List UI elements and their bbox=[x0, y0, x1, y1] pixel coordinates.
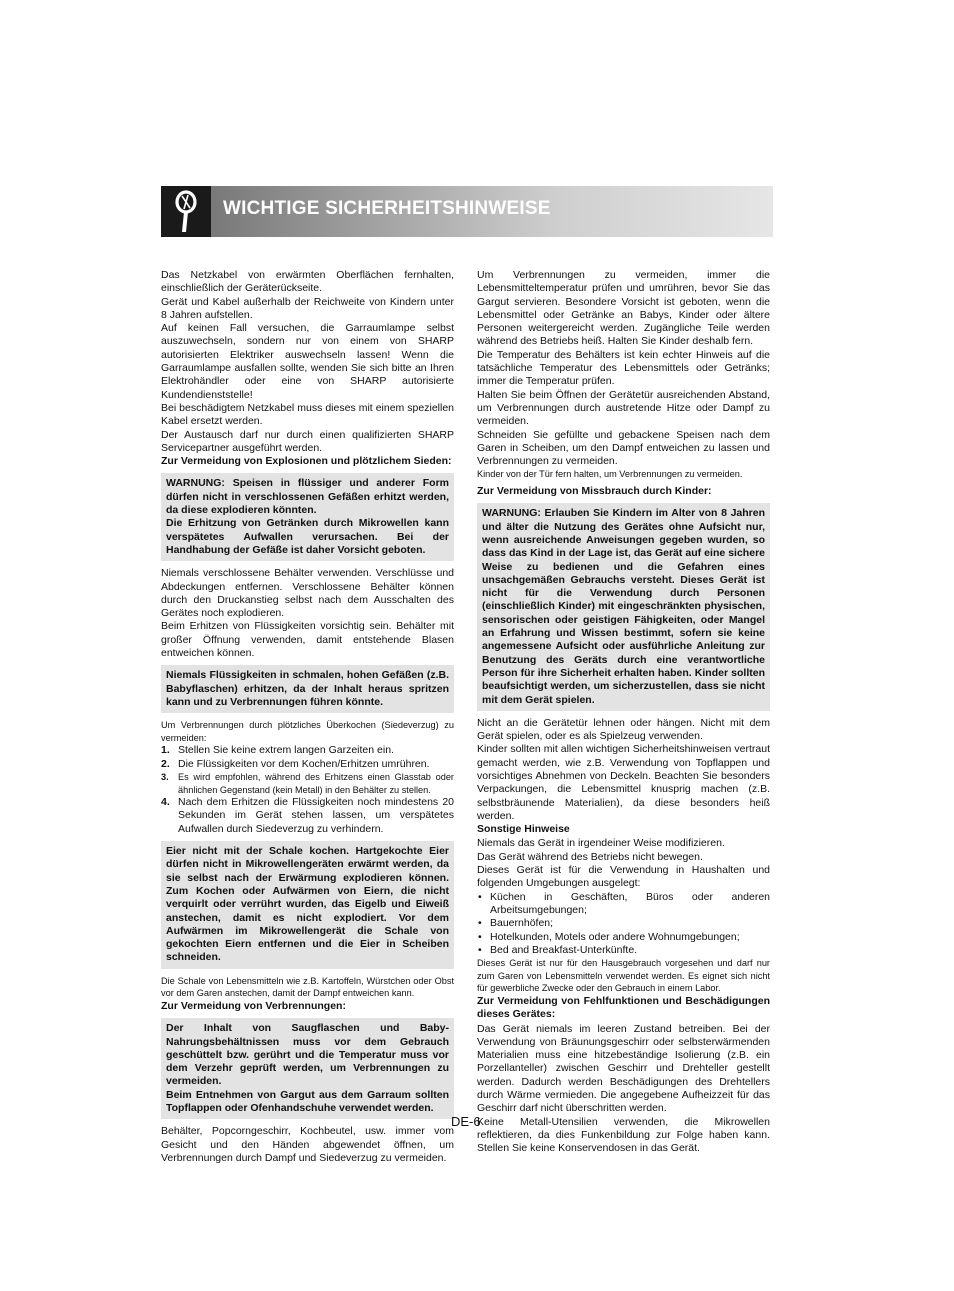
warning-text: Beim Entnehmen von Gargut aus dem Garraum sollten Topflappen oder Ofenhandschuhe verwendet werden. bbox=[166, 1088, 449, 1114]
warning-box bbox=[161, 473, 454, 561]
bullet-item: • Bauernhöfen; bbox=[478, 917, 554, 930]
paragraph: Um Verbrennungen zu vermeiden, immer die Lebensmitteltemperatur prüfen und umrühren, bevor Sie das Gargut servieren. Besondere Vorsicht ist geboten, wenn die Lebensmittel oder Getränke an Babys, Kinder oder ältere Personen weitergereicht werden. Zugängliche Teile werden während des Betriebs heiß. Halten Sie Kinder deshalb fern. bbox=[477, 269, 770, 348]
warning-text: WARNUNG: Erlauben Sie Kindern im Alter von 8 Jahren und älter die Nutzung des Gerätes ohne Aufsicht nur, wenn ausreichende Anweisungen gegeben wurden, so dass das Kind in der Lage ist, das Gerät auf eine sichere Weise zu bedienen und die Gefahren eines unsachgemäßen Gebrauchs versteht. Dieses Gerät ist nicht für die Verwendung durch Personen (einschließlich Kinder) mit eingeschränkten physischen, sensorischen oder geistigen Fähigkeiten, oder Mangel an Erfahrung und Wissen bestimmt, sofern sie keine angemessene Aufsicht oder ausführliche Anleitung zur Benutzung des Geräts durch eine verantwortliche Person für ihre Sicherheit erhalten haben. Kinder sollten beaufsichtigt werden, um sicherzustellen, dass sie nicht mit dem Gerät spielen. bbox=[482, 507, 765, 706]
paragraph: Bei beschädigtem Netzkabel muss dieses mit einem speziellen Kabel ersetzt werden. bbox=[161, 401, 454, 428]
warning-box bbox=[477, 503, 770, 710]
paragraph: Niemals das Gerät in irgendeiner Weise modifizieren. bbox=[477, 837, 725, 850]
section-heading: Zur Vermeidung von Missbrauch durch Kinder: bbox=[477, 485, 712, 498]
section-header-banner bbox=[161, 186, 773, 237]
section-heading: Zur Vermeidung von Fehlfunktionen und Beschädigungen dieses Gerätes: bbox=[477, 994, 770, 1021]
paragraph: Gerät und Kabel außerhalb der Reichweite von Kindern unter 8 Jahren aufstellen. bbox=[161, 295, 454, 321]
warning-box bbox=[161, 1018, 454, 1119]
right-column bbox=[477, 269, 770, 1155]
section-heading: Zur Vermeidung von Verbrennungen: bbox=[161, 999, 346, 1012]
paragraph: Niemals verschlossene Behälter verwenden. Verschlüsse und Abdeckungen entfernen. Verschlossene Behälter können durch den Druckanstieg selbst nach dem Ausschalten des Gerätes noch explodieren. bbox=[161, 567, 454, 620]
paragraph: Die Temperatur des Behälters ist kein echter Hinweis auf die tatsächliche Temperatur des Lebensmittels oder Getränks; immer die Temperatur prüfen. bbox=[477, 348, 770, 388]
paragraph: Auf keinen Fall versuchen, die Garraumlampe selbst auszuwechseln, sondern nur von einem von SHARP autorisierten Elektriker auswechseln lassen! Wenn die Garraumlampe ausfallen sollte, wenden Sie sich bitte an Ihren Elektrohändler oder eine von SHARP autorisierte Kundendienststelle! bbox=[161, 322, 454, 401]
warning-text: Die Erhitzung von Getränken durch Mikrowellen kann verspätetes Aufwallen verursachen. Bei der Handhabung der Gefäße ist daher Vorsicht geboten. bbox=[166, 517, 449, 556]
list-item: 3. Es wird empfohlen, während des Erhitzens einen Glasstab oder ähnlichen Gegenstand (kein Metall) in den Behälter zu stellen. bbox=[161, 771, 454, 795]
paragraph: Das Netzkabel von erwärmten Oberflächen fernhalten, einschließlich der Geräterückseite. bbox=[161, 269, 454, 295]
paragraph: Kinder von der Tür fern halten, um Verbrennungen zu vermeiden. bbox=[477, 469, 743, 480]
warning-text: WARNUNG: Speisen in flüssiger und anderer Form dürfen nicht in verschlossenen Gefäßen erhitzt werden, da diese explodieren könnten. bbox=[166, 477, 449, 517]
paragraph: Kinder sollten mit allen wichtigen Sicherheitshinweisen vertraut gemacht werden, wie z.B. Verwendung von Topflappen und vorsichtiges Abnehmen von Deckeln. Beachten Sie besonders Verpackungen, die Lebensmittel knusprig machen (z.B. selbstbräunende Materialien), da diese besonders heiß werden. bbox=[477, 743, 770, 822]
paragraph: Schneiden Sie gefüllte und gebackene Speisen nach dem Garen in Scheiben, um den Dampf entweichen zu lassen und Verbrennungen zu vermeiden. bbox=[477, 428, 770, 468]
list-item: 2. Die Flüssigkeiten vor dem Kochen/Erhitzen umrühren. bbox=[161, 757, 430, 770]
paragraph: Dieses Gerät ist nur für den Hausgebrauch vorgesehen und darf nur zum Garen von Lebensmitteln verwendet werden. Es eignet sich nicht für gewerbliche Zwecke oder den Gebrauch in einem Labor. bbox=[477, 958, 770, 994]
warning-text: Niemals Flüssigkeiten in schmalen, hohen Gefäßen (z.B. Babyflaschen) erhitzen, da der Inhalt heraus spritzen kann und zu Verbrennungen führen könnte. bbox=[166, 669, 449, 708]
list-item: 4. Nach dem Erhitzen die Flüssigkeiten noch mindestens 20 Sekunden im Gerät stehen lassen, um verspätetes Aufwallen durch Siedeverzug zu verhindern. bbox=[161, 796, 454, 835]
warning-text: Der Inhalt von Saugflaschen und Baby-Nahrungsbehältnissen muss vor dem Gebrauch geschüttelt bzw. gerührt und die Temperatur muss vor dem Verzehr geprüft werden, um Verbrennungen zu vermeiden. bbox=[166, 1022, 449, 1088]
warning-wrench-icon bbox=[161, 186, 211, 237]
list-item: 1. Stellen Sie keine extrem langen Garzeiten ein. bbox=[161, 744, 394, 757]
bullet-item: • Hotelkunden, Motels oder andere Wohnumgebungen; bbox=[478, 930, 740, 943]
paragraph: Das Gerät während des Betriebs nicht bewegen. bbox=[477, 850, 703, 863]
warning-box bbox=[161, 665, 454, 713]
bullet-item: • Küchen in Geschäften, Büros oder anderen Arbeitsumgebungen; bbox=[478, 890, 770, 916]
paragraph: Das Gerät niemals im leeren Zustand betreiben. Bei der Verwendung von Bräunungsgeschirr oder selbsterwärmenden Materialien muss eine hitzebeständige Isolierung (z.B. ein Porzellanteller) zwischen Geschirr und Drehteller gestellt werden. Dadurch werden Beschädigungen des Drehtellers durch Wärme vermieden. Die angegebene Aufheizzeit für das Geschirr darf nicht überschritten werden. bbox=[477, 1022, 770, 1115]
paragraph: Halten Sie beim Öffnen der Gerätetür ausreichenden Abstand, um Verbrennungen durch austretende Hitze oder Dampf zu vermeiden. bbox=[477, 388, 770, 428]
section-heading: Zur Vermeidung von Explosionen und plötzlichem Sieden: bbox=[161, 455, 452, 468]
warning-box bbox=[161, 841, 454, 969]
page-title: WICHTIGE SICHERHEITSHINWEISE bbox=[223, 198, 551, 219]
paragraph: Behälter, Popcorngeschirr, Kochbeutel, usw. immer vom Gesicht und den Händen abgewendet öffnen, um Verbrennungen durch Dampf und Siedeverzug zu vermeiden. bbox=[161, 1125, 454, 1164]
paragraph: Keine Metall-Utensilien verwenden, die Mikrowellen reflektieren, da dies Funkenbildung zur Folge haben kann. Stellen Sie keine Konservendosen in das Gerät. bbox=[477, 1115, 770, 1155]
paragraph: Der Austausch darf nur durch einen qualifizierten SHARP Servicepartner ausgeführt werden. bbox=[161, 428, 454, 454]
paragraph: Nicht an die Gerätetür lehnen oder hängen. Nicht mit dem Gerät spielen, oder es als Spielzeug verwenden. bbox=[477, 716, 770, 743]
warning-text: Eier nicht mit der Schale kochen. Hartgekochte Eier dürfen nicht in Mikrowellengeräten erwärmt werden, da sie selbst nach der Erwärmung explodieren können. Zum Kochen oder Aufwärmen von Eiern, die nicht verquirlt oder verrührt wurden, das Eigelb und Eiweiß anstechen, damit es nicht explodiert. Vor dem Aufwärmen im Mikrowellengerät die Schale von gekochten Eiern entfernen und die Eier in Scheiben schneiden. bbox=[166, 845, 449, 964]
page-number: DE-6 bbox=[451, 1114, 481, 1129]
paragraph: Dieses Gerät ist für die Verwendung in Haushalten und folgenden Umgebungen ausgelegt: bbox=[477, 864, 770, 890]
paragraph: Die Schale von Lebensmitteln wie z.B. Kartoffeln, Würstchen oder Obst vor dem Garen anstechen, damit der Dampf entweichen kann. bbox=[161, 975, 454, 999]
paragraph: Um Verbrennungen durch plötzliches Überkochen (Siedeverzug) zu vermeiden: bbox=[161, 720, 454, 743]
paragraph: Beim Erhitzen von Flüssigkeiten vorsichtig sein. Behälter mit großer Öffnung verwenden, damit entstehende Blasen entweichen können. bbox=[161, 620, 454, 660]
section-heading: Sonstige Hinweise bbox=[477, 823, 570, 836]
bullet-item: • Bed and Breakfast-Unterkünfte. bbox=[478, 943, 638, 956]
left-column bbox=[161, 269, 454, 1165]
